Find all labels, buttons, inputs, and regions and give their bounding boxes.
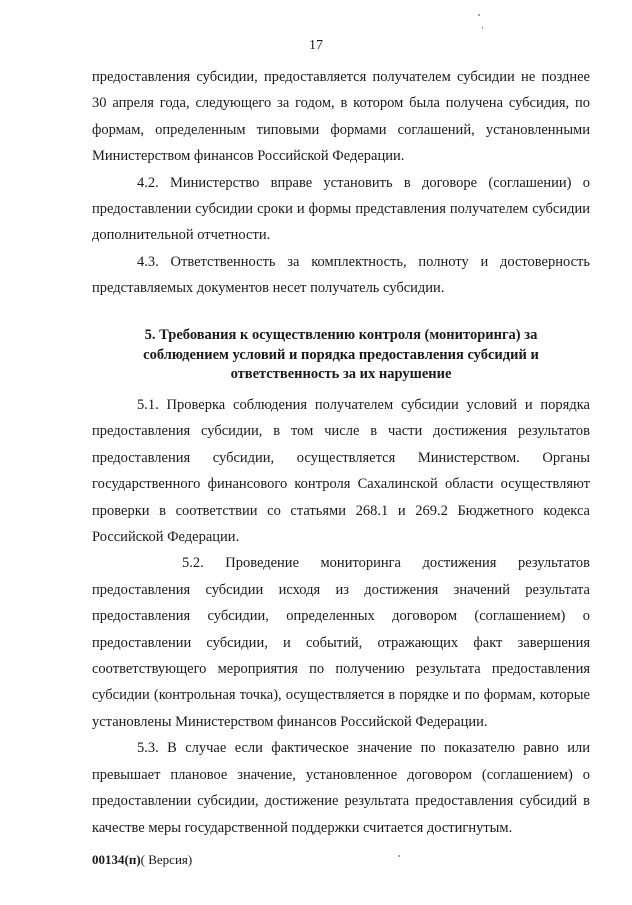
paragraph-4-2: 4.2. Министерство вправе установить в договоре (соглашении) о предоставлении субсидии сроки и формы представления получателем субсидии дополнительной отчетности. bbox=[92, 174, 590, 244]
scan-speck bbox=[482, 26, 483, 29]
body-text-top bbox=[92, 64, 590, 302]
paragraph-5-1: 5.1. Проверка соблюдения получателем субсидии условий и порядка предоставления субсидии, в том числе в части достижения результатов предоставления субсидии, осуществляется Министерством. Органы государственного финансового контроля Сахалинской области осуществляют проверки в соответствии со статьями 268.1 и 269.2 Бюджетного кодекса Российской Федерации. bbox=[92, 397, 590, 546]
section-5-heading: 5. Требования к осуществлению контроля (мониторинга) за соблюдением условий и порядка предоставления субсидий и ответственность за их нарушение bbox=[143, 327, 539, 382]
document-footer bbox=[92, 852, 192, 868]
scan-speck bbox=[478, 14, 480, 16]
section-5-body bbox=[92, 392, 590, 841]
scan-speck bbox=[398, 855, 400, 857]
document-code: 00134(п) bbox=[92, 852, 141, 867]
paragraph-4-3: 4.3. Ответственность за комплектность, полноту и достоверность представляемых документов несет получатель субсидии. bbox=[92, 253, 590, 297]
document-version: ( Версия) bbox=[140, 852, 193, 867]
section-5-heading-block bbox=[92, 326, 590, 385]
paragraph-5-2: 5.2. Проведение мониторинга достижения результатов предоставления субсидии исходя из достижения значений результата предоставления субсидии, определенных договором (соглашением) о предоставлении субсидии, и событий, отражающих факт завершения соответствующего мероприятия по получению результата предоставления субсидии (контрольная точка), осуществляется в порядке и по формам, которые установлены Министерством финансов Российской Федерации. bbox=[92, 555, 590, 730]
paragraph-continuation: предоставления субсидии, предоставляется получателем субсидии не позднее 30 апреля года, следующего за годом, в котором была получена субсидия, по формам, определенным типовыми формами соглашений, установленными Министерством финансов Российской Федерации. bbox=[92, 69, 590, 165]
page-number: 17 bbox=[309, 38, 323, 53]
paragraph-5-3: 5.3. В случае если фактическое значение по показателю равно или превышает плановое значение, установленное договором (соглашением) о предоставлении субсидии, достижение результата предоставления субсидий в качестве меры государственной поддержки считается достигнутым. bbox=[92, 740, 590, 836]
